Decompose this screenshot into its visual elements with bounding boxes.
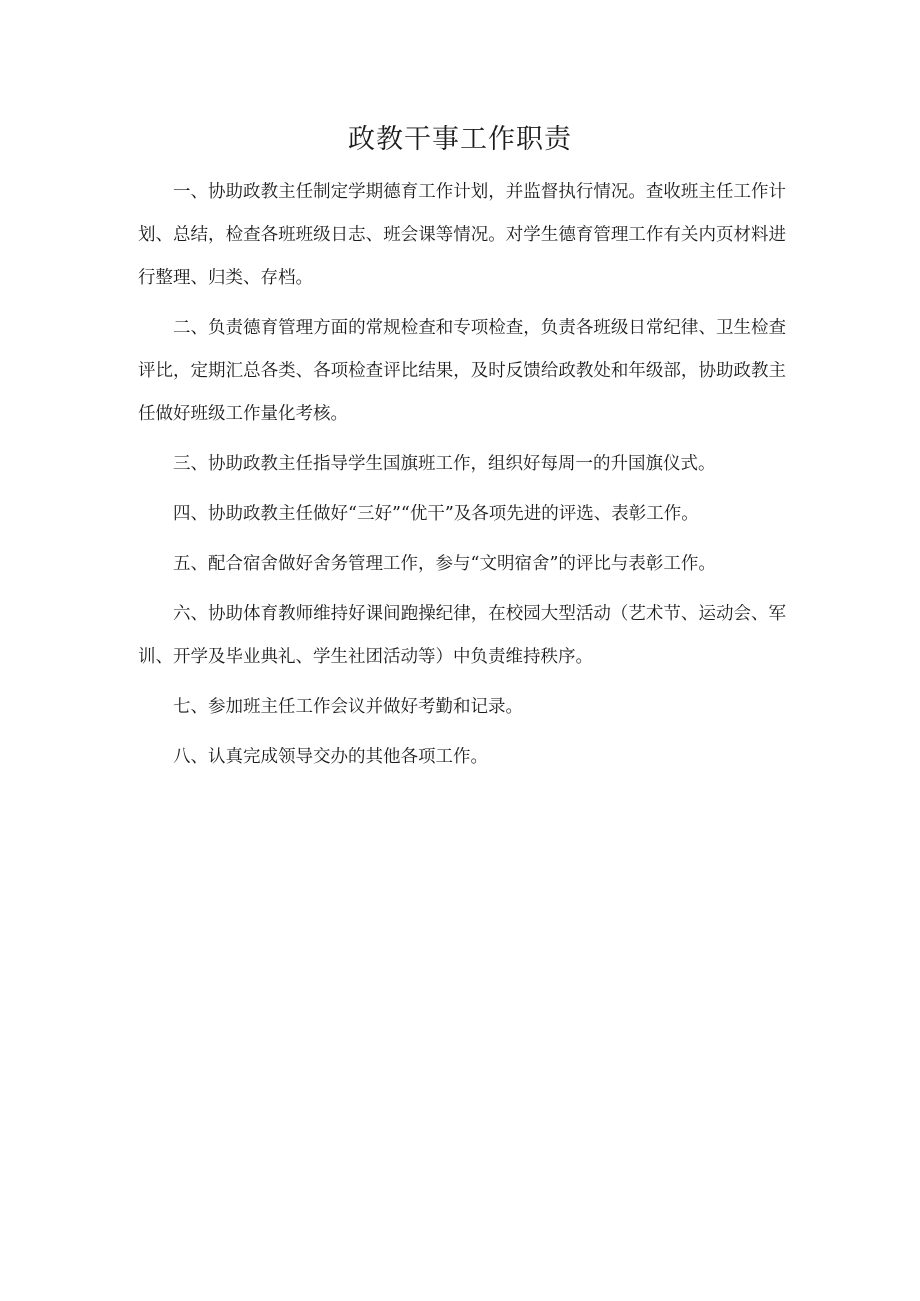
document-body — [138, 171, 786, 779]
duty-item-3: 三、协助政教主任指导学生国旗班工作，组织好每周一的升国旗仪式。 — [173, 454, 716, 474]
duty-item-5: 五、配合宿舍做好舍务管理工作，参与“文明宿舍”的评比与表彰工作。 — [173, 554, 716, 574]
duty-item-8: 八、认真完成领导交办的其他各项工作。 — [173, 747, 488, 767]
duty-item-4: 四、协助政教主任做好“三好”“优干”及各项先进的评选、表彰工作。 — [173, 504, 699, 524]
duty-item-7: 七、参加班主任工作会议并做好考勤和记录。 — [173, 697, 523, 717]
duty-item-1: 一、协助政教主任制定学期德育工作计划，并监督执行情况。查收班主任工作计划、总结，检查各班班级日志、班会课等情况。对学生德育管理工作有关内页材料进行整理、归类、存档。 — [138, 182, 786, 288]
duty-item-2: 二、负责德育管理方面的常规检查和专项检查，负责各班级日常纪律、卫生检查评比，定期汇总各类、各项检查评比结果，及时反馈给政教处和年级部，协助政教主任做好班级工作量化考核。 — [138, 318, 786, 424]
page-title: 政教干事工作职责 — [348, 124, 572, 155]
duty-item-6: 六、协助体育教师维持好课间跑操纪律，在校园大型活动（艺术节、运动会、军训、开学及毕业典礼、学生社团活动等）中负责维持秩序。 — [138, 604, 786, 667]
